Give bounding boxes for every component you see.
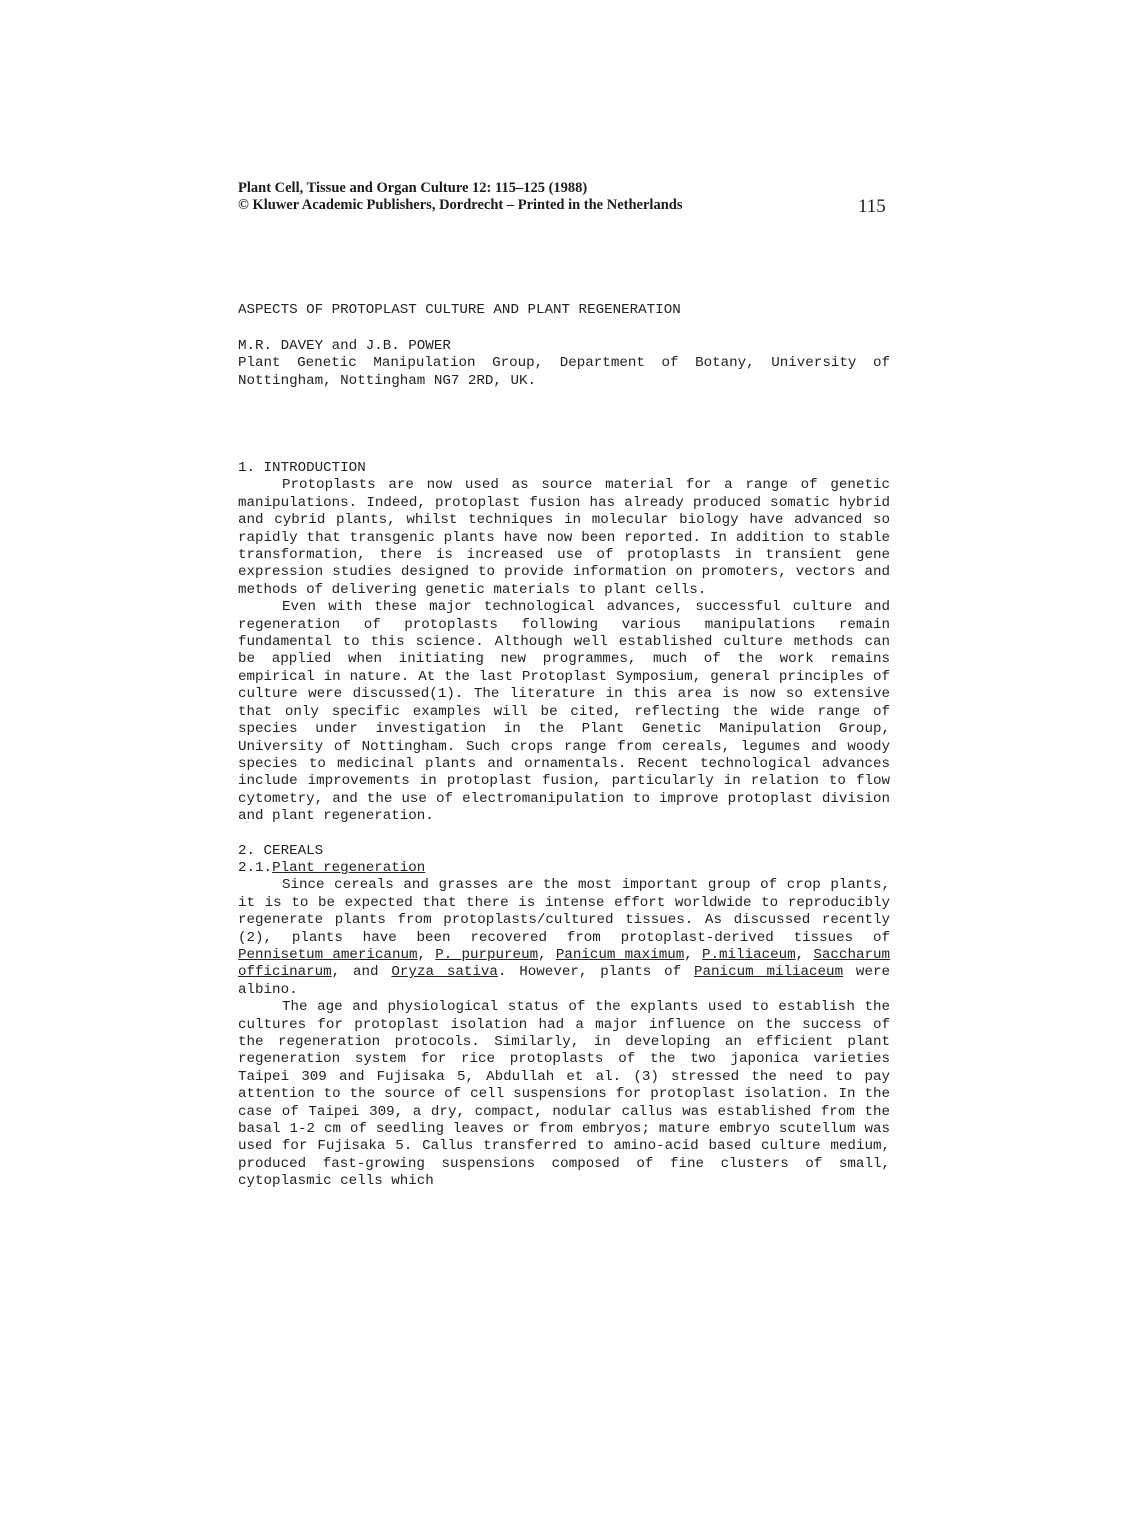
intro-paragraph-2: Even with these major technological advances, successful culture and regeneration of protoplasts following various manipulations remain fundamental to this science. Although well established culture methods can be applied when initiating new programmes, much of the work remains empirical in nature. At the last Protoplast Symposium, general principles of culture were discussed(1). The literature in this area is now so extensive that only specific examples will be cited, reflecting the wide range of species under investigation in the Plant Genetic Manipulation Group, University of Nottingham. Such crops range from cereals, legumes and woody species to medicinal plants and ornamentals. Recent technological advances include improvements in protoplast fusion, particularly in relation to flow cytometry, and the use of electromanipulation to improve protoplast division and plant regeneration.: [238, 599, 890, 825]
text-separator: . However, plants of: [497, 964, 695, 981]
section-heading-introduction: 1. INTRODUCTION: [238, 460, 366, 476]
subsection-heading: [238, 860, 890, 877]
species-name: Pennisetum americanum: [238, 946, 418, 963]
cereals-paragraph-1-text: Since cereals and grasses are the most important group of crop plants, it is to be expected that there is intense effort worldwide to reproducibly regenerate plants from protoplasts/cultured tissues. As discussed recently (2), plants have been recovered from protoplast-derived tissues of: [238, 877, 890, 946]
article-body: [238, 460, 890, 1191]
page-number: 115: [858, 196, 886, 217]
subsection-number: 2.1.: [238, 859, 273, 876]
species-name: Panicum miliaceum: [694, 964, 844, 981]
text-separator: ,: [538, 946, 556, 963]
cereals-paragraph-1-end: were albino.: [238, 964, 890, 998]
subsection-title: Plant regeneration: [272, 859, 426, 876]
section-spacer: [238, 826, 890, 843]
publisher-line: © Kluwer Academic Publishers, Dordrecht – Printed in the Netherlands: [238, 197, 683, 213]
species-name: P.miliaceum: [702, 946, 796, 963]
authors: M.R. DAVEY and J.B. POWER: [238, 338, 451, 354]
journal-citation: Plant Cell, Tissue and Organ Culture 12: 115–125 (1988): [238, 180, 588, 196]
text-separator: , and: [331, 964, 392, 981]
text-separator: ,: [795, 946, 814, 963]
species-name: Oryza sativa: [391, 964, 498, 981]
intro-paragraph-1: Protoplasts are now used as source material for a range of genetic manipulations. Indeed, protoplast fusion has already produced somatic hybrid and cybrid plants, whilst techniques in molecular biology have advanced so rapidly that transgenic plants have now been reported. In addition to stable transformation, there is increased use of protoplasts in transient gene expression studies designed to provide information on promoters, vectors and methods of delivering genetic materials to plant cells.: [238, 477, 890, 598]
text-separator: ,: [684, 946, 702, 963]
article-title: ASPECTS OF PROTOPLAST CULTURE AND PLANT REGENERATION: [238, 302, 681, 318]
text-separator: ,: [417, 946, 436, 963]
species-name: Saccharum officinarum: [238, 946, 891, 981]
species-name: P. purpureum: [435, 946, 539, 963]
affiliation: Plant Genetic Manipulation Group, Department of Botany, University of Nottingham, Nottingham NG7 2RD, UK.: [238, 355, 890, 389]
section-heading-cereals: 2. CEREALS: [238, 842, 324, 859]
journal-header: [238, 180, 894, 214]
cereals-paragraph-1: [238, 877, 890, 999]
author-block: [238, 338, 890, 390]
species-name: Panicum maximum: [555, 946, 685, 963]
cereals-paragraph-2: The age and physiological status of the explants used to establish the cultures for protoplast isolation had a major influence on the success of the regeneration protocols. Similarly, in developing an efficient plant regeneration system for rice protoplasts of the two japonica varieties Taipei 309 and Fujisaka 5, Abdullah et al. (3) stressed the need to pay attention to the source of cell suspensions for protoplast isolation. In the case of Taipei 309, a dry, compact, nodular callus was established from the basal 1-2 cm of seedling leaves or from embryos; mature embryo scutellum was used for Fujisaka 5. Callus transferred to amino-acid based culture medium, produced fast-growing suspensions composed of fine clusters of small, cytoplasmic cells which: [238, 999, 890, 1190]
